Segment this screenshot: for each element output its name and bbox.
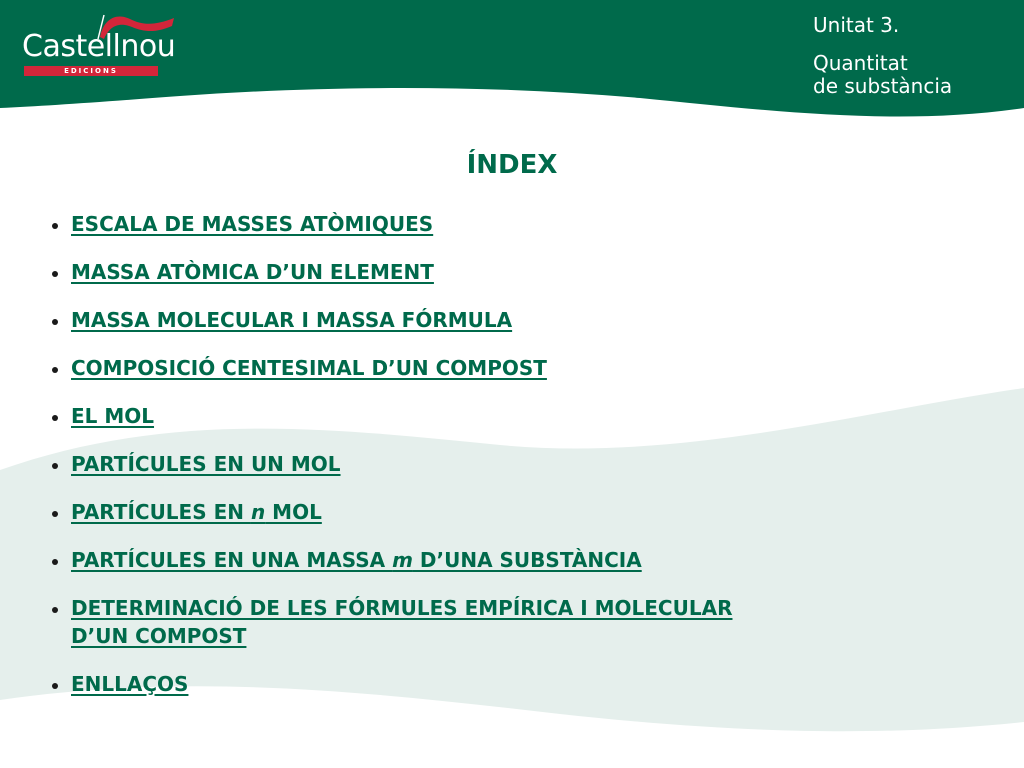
table-of-contents [50, 210, 870, 718]
toc-link-determinacio-formules[interactable] [71, 596, 732, 648]
logo-wordmark: Castellnou [22, 29, 176, 64]
toc-link-particules-n-mol[interactable] [71, 500, 322, 524]
variable-n: n [250, 500, 266, 524]
toc-link-massa-atomica[interactable]: MASSA ATÒMICA D’UN ELEMENT [71, 260, 434, 284]
variable-m: m [392, 548, 413, 572]
toc-item [50, 450, 870, 478]
toc-link-massa-molecular[interactable]: MASSA MOLECULAR I MASSA FÓRMULA [71, 308, 513, 332]
toc-link-el-mol[interactable]: EL MOL [71, 404, 155, 428]
unit-title: Unitat 3. [813, 13, 900, 37]
toc-item [50, 210, 870, 238]
castellnou-logo [20, 8, 176, 80]
unit-subtitle-line1: Quantitat [813, 51, 908, 75]
toc-item [50, 402, 870, 430]
toc-item [50, 594, 870, 650]
toc-item [50, 258, 870, 286]
toc-link-text: PARTÍCULES EN UNA MASSA [71, 548, 393, 572]
logo-tagline: EDICIONS [24, 66, 158, 76]
toc-item [50, 306, 870, 334]
toc-link-text: MOL [265, 500, 322, 524]
toc-link-particules-massa-m[interactable] [71, 548, 642, 572]
index-title: ÍNDEX [466, 150, 558, 180]
toc-link-particules-un-mol[interactable]: PARTÍCULES EN UN MOL [71, 452, 341, 476]
toc-item [50, 498, 870, 526]
toc-link-text: D’UN COMPOST [71, 624, 247, 648]
toc-item [50, 354, 870, 382]
toc-link-text: DETERMINACIÓ DE LES FÓRMULES EMPÍRICA I MOLECULAR [71, 596, 733, 620]
toc-link-enllacos[interactable]: ENLLAÇOS [71, 672, 189, 696]
toc-item [50, 670, 870, 698]
unit-header [813, 14, 952, 98]
toc-link-escala-masses-atomiques[interactable]: ESCALA DE MASSES ATÒMIQUES [71, 212, 434, 236]
unit-subtitle-line2: de substància [813, 74, 953, 98]
toc-link-text: D’UNA SUBSTÀNCIA [412, 548, 642, 572]
toc-link-composicio-centesimal[interactable]: COMPOSICIÓ CENTESIMAL D’UN COMPOST [71, 356, 547, 380]
toc-item [50, 546, 870, 574]
toc-link-text: PARTÍCULES EN [71, 500, 251, 524]
